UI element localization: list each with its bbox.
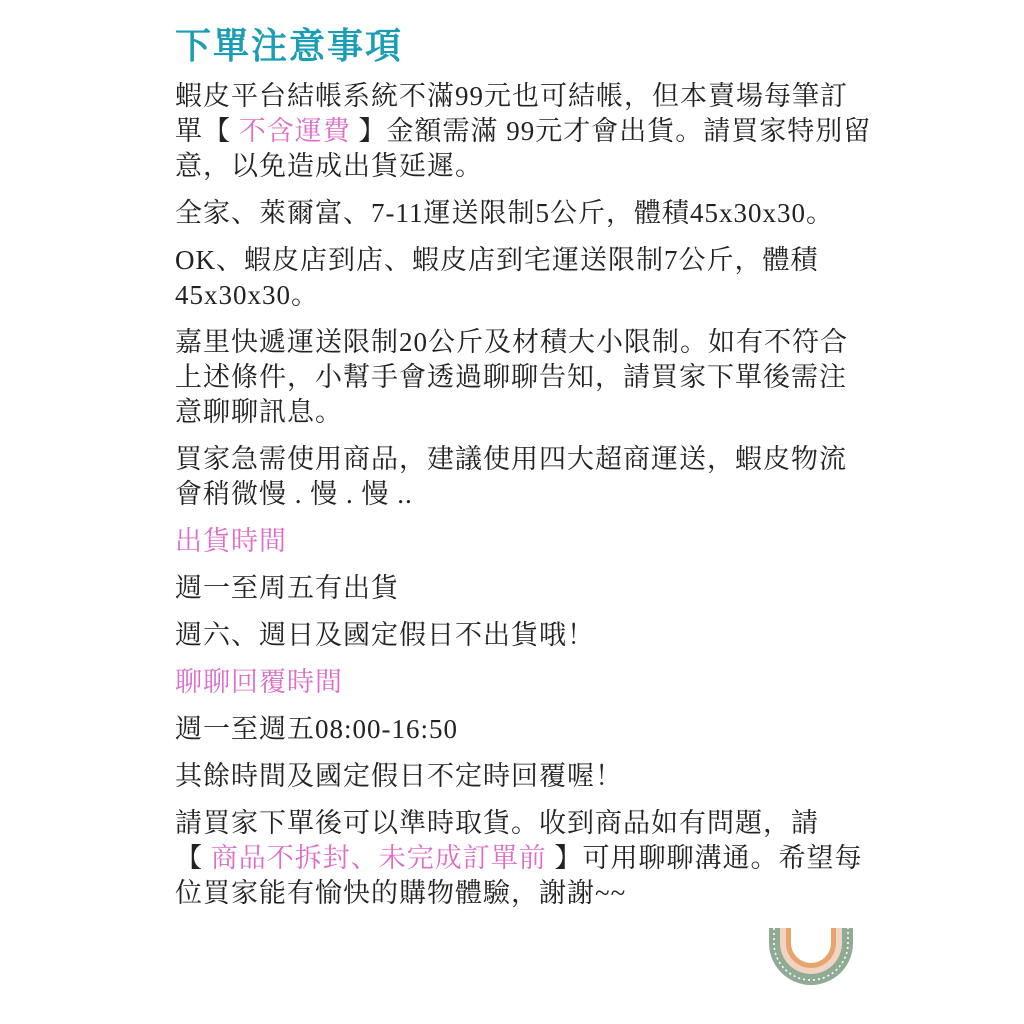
text-line: 全家、萊爾富、7-11運送限制5公斤，體積45x30x30。: [175, 198, 834, 228]
text-line: 嘉里快遞運送限制20公斤及材積大小限制。如有不符合: [175, 327, 848, 357]
paragraph-shopee-delivery-limit: [175, 243, 895, 313]
text-line: 位買家能有愉快的購物體驗，謝謝~~: [175, 878, 627, 908]
text-segment: 單【: [175, 116, 239, 146]
paragraph-closing: [175, 806, 895, 911]
section-chat-reply-heading: [175, 665, 895, 700]
text-line: 45x30x30。: [175, 280, 319, 310]
chat-reply-heading: 聊聊回覆時間: [175, 667, 343, 697]
paragraph-minimum-order: [175, 79, 895, 184]
text-segment: 【: [175, 843, 211, 873]
highlight-excluding-shipping: 不含運費: [238, 116, 351, 146]
paragraph-convenience-store-limit: [175, 196, 895, 231]
text-line: 週一至週五08:00-16:50: [175, 714, 458, 744]
text-line: 買家急需使用商品，建議使用四大超商運送，蝦皮物流: [175, 444, 847, 474]
paragraph-express-limit: [175, 325, 895, 430]
text-line: 其餘時間及國定假日不定時回覆喔！: [175, 761, 623, 791]
text-line: [175, 114, 895, 149]
chat-reply-other: [175, 759, 895, 794]
text-line: 請買家下單後可以準時取貨。收到商品如有問題，請: [175, 808, 819, 838]
text-line: 上述條件，小幫手會透過聊聊告知，請買家下單後需注: [175, 362, 847, 392]
text-line: 蝦皮平台結帳系統不滿99元也可結帳，但本賣場每筆訂: [175, 81, 848, 111]
text-line: 意，以免造成出貨延遲。: [175, 151, 483, 181]
text-segment: 】可用聊聊溝通。希望每: [546, 843, 863, 873]
order-notice: [175, 25, 895, 923]
shipping-time-heading: 出貨時間: [175, 526, 287, 556]
text-line: OK、蝦皮店到店、蝦皮店到宅運送限制7公斤，體積: [175, 245, 819, 275]
chat-reply-weekday: [175, 712, 895, 747]
text-line: 週六、週日及國定假日不出貨哦！: [175, 620, 595, 650]
section-shipping-time-heading: [175, 524, 895, 559]
rainbow-icon: [768, 926, 854, 988]
highlight-unopened-condition: 商品不拆封、未完成訂單前: [210, 843, 547, 873]
notice-title: 下單注意事項: [175, 26, 404, 67]
text-line: 會稍微慢 . 慢 . 慢 ..: [175, 479, 413, 509]
text-line: [175, 841, 895, 876]
shipping-time-weekend: [175, 618, 895, 653]
text-line: 意聊聊訊息。: [175, 397, 343, 427]
shipping-time-weekday: [175, 571, 895, 606]
paragraph-urgent-shipping: [175, 442, 895, 512]
text-segment: 】金額需滿 99元才會出貨。請買家特別留: [350, 116, 872, 146]
text-line: 週一至周五有出貨: [175, 573, 399, 603]
